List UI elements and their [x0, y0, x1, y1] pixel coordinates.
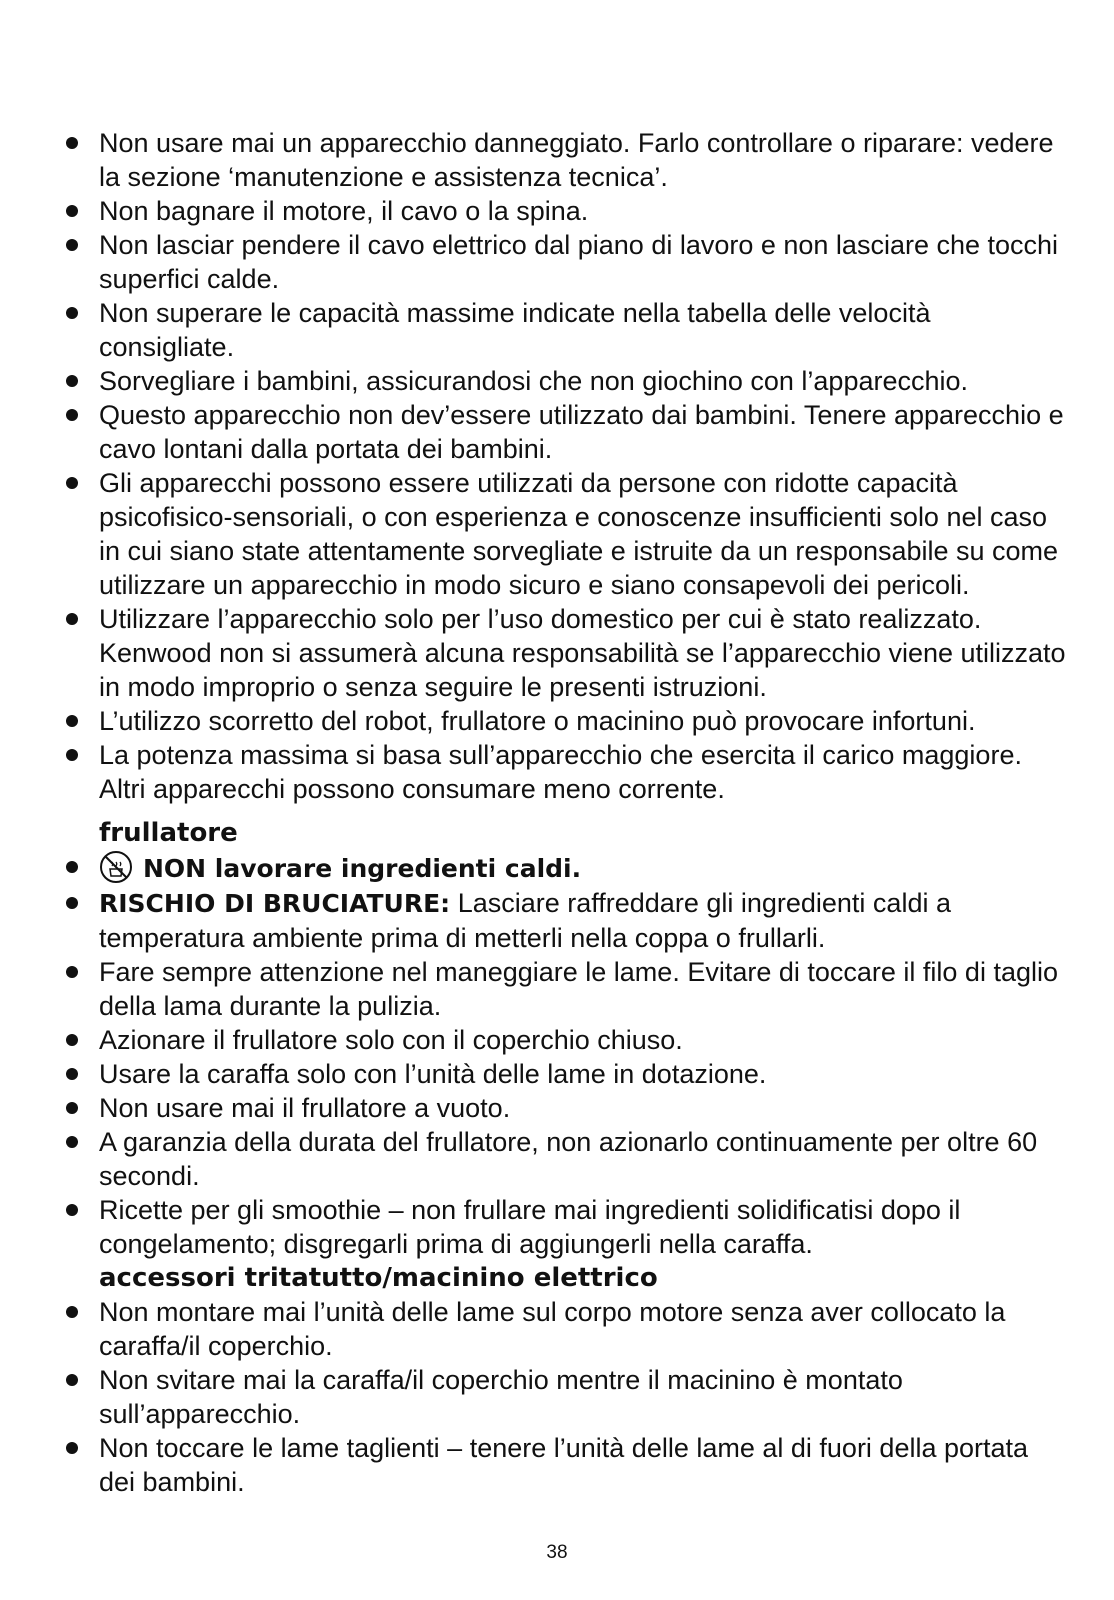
- safety-instructions-page: [66, 126, 1066, 1499]
- hot-warning-text: NON lavorare ingredienti caldi.: [143, 854, 582, 883]
- list-item: La potenza massima si basa sull’apparecchio che esercita il carico maggiore. Altri apparecchi possono consumare meno corrente.: [66, 738, 1066, 806]
- list-item: Non montare mai l’unità delle lame sul corpo motore senza aver collocato la caraffa/il coperchio.: [66, 1295, 1066, 1363]
- general-safety-list: [66, 126, 1066, 806]
- list-item: Utilizzare l’apparecchio solo per l’uso domestico per cui è stato realizzato. Kenwood non si assumerà alcuna responsabilità se l’apparecchio viene utilizzato in modo improprio o senza seguire le presenti istruzioni.: [66, 602, 1066, 704]
- list-item: Non toccare le lame taglienti – tenere l’unità delle lame al di fuori della portata dei bambini.: [66, 1431, 1066, 1499]
- list-item: L’utilizzo scorretto del robot, frullatore o macinino può provocare infortuni.: [66, 704, 1066, 738]
- list-item: A garanzia della durata del frullatore, non azionarlo continuamente per oltre 60 secondi.: [66, 1125, 1066, 1193]
- no-hot-ingredients-icon: [99, 850, 133, 884]
- accessori-safety-list: [66, 1295, 1066, 1499]
- list-item: Fare sempre attenzione nel maneggiare le lame. Evitare di toccare il filo di taglio della lama durante la pulizia.: [66, 955, 1066, 1023]
- list-item: Usare la caraffa solo con l’unità delle lame in dotazione.: [66, 1057, 1066, 1091]
- list-item: Non usare mai il frullatore a vuoto.: [66, 1091, 1066, 1125]
- list-item: Non superare le capacità massime indicate nella tabella delle velocità consigliate.: [66, 296, 1066, 364]
- list-item: Ricette per gli smoothie – non frullare mai ingredienti solidificatisi dopo il congelamento; disgregarli prima di aggiungerli nella caraffa.: [66, 1193, 1066, 1261]
- page-number: 38: [546, 1542, 568, 1563]
- burn-risk-label: RISCHIO DI BRUCIATURE:: [99, 889, 451, 918]
- list-item: Azionare il frullatore solo con il coperchio chiuso.: [66, 1023, 1066, 1057]
- hot-ingredients-warning: [66, 850, 1066, 886]
- list-item: Non bagnare il motore, il cavo o la spina.: [66, 194, 1066, 228]
- list-item: Sorvegliare i bambini, assicurandosi che non giochino con l’apparecchio.: [66, 364, 1066, 398]
- list-item: Non usare mai un apparecchio danneggiato. Farlo controllare o riparare: vedere la sezione ‘manutenzione e assistenza tecnica’.: [66, 126, 1066, 194]
- list-item: Gli apparecchi possono essere utilizzati da persone con ridotte capacità psicofisico-sensoriali, o con esperienza e conoscenze insufficienti solo nel caso in cui siano state attentamente sorvegliate e istruite da un responsabile su come utilizzare un apparecchio in modo sicuro e siano consapevoli dei pericoli.: [66, 466, 1066, 602]
- list-item: Questo apparecchio non dev’essere utilizzato dai bambini. Tenere apparecchio e cavo lontani dalla portata dei bambini.: [66, 398, 1066, 466]
- section-title-frullatore: frullatore: [99, 818, 238, 848]
- frullatore-safety-list: [66, 850, 1066, 1261]
- list-item: Non lasciar pendere il cavo elettrico dal piano di lavoro e non lasciare che tocchi superfici calde.: [66, 228, 1066, 296]
- burn-risk-item: [66, 886, 1066, 955]
- section-title-accessori: accessori tritatutto/macinino elettrico: [99, 1263, 658, 1293]
- burn-risk-text: Lasciare raffreddare gli ingredienti caldi a temperatura ambiente prima di metterli nella coppa o frullarli.: [99, 888, 951, 953]
- list-item: Non svitare mai la caraffa/il coperchio mentre il macinino è montato sull’apparecchio.: [66, 1363, 1066, 1431]
